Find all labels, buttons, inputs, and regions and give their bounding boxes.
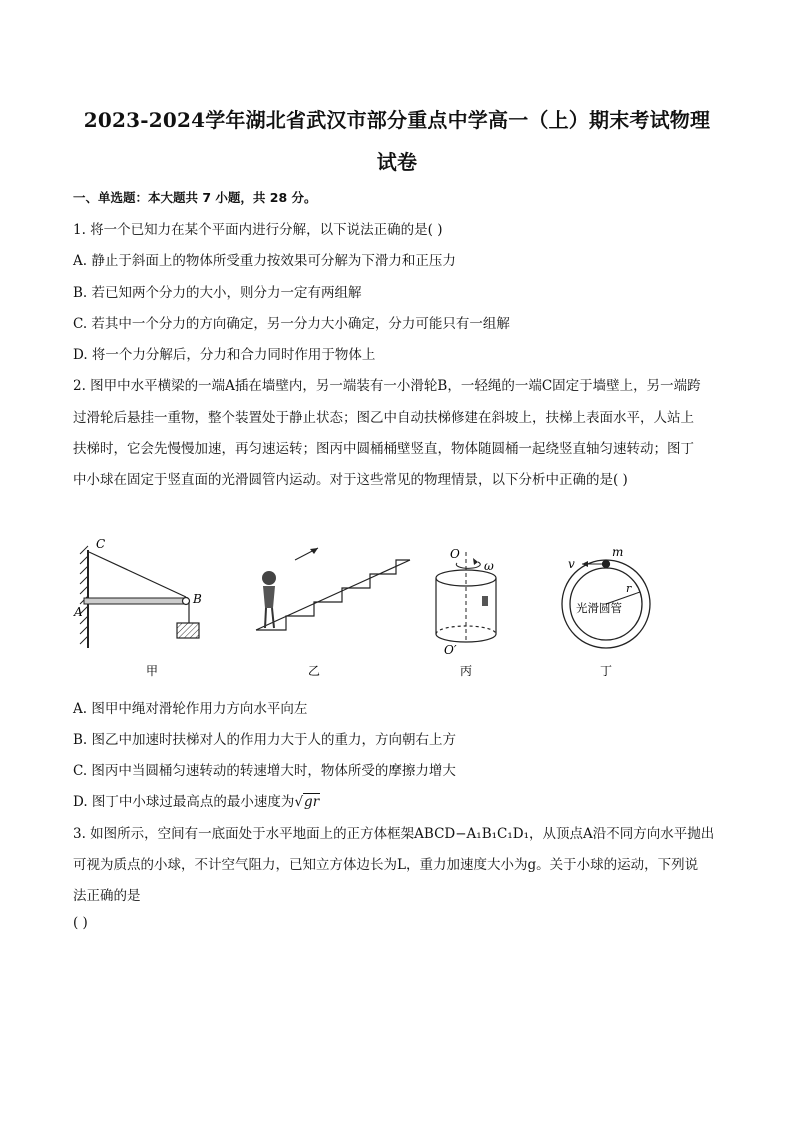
q2-stem-line3: 扶梯时，它会先慢慢加速，再匀速运转；图丙中圆桶桶壁竖直，物体随圆桶一起绕竖直轴匀速转动；图丁 — [73, 441, 694, 457]
figure-jia — [80, 546, 199, 648]
label-m: m — [612, 545, 624, 559]
q1-option-b: B. 若已知两个分力的大小，则分力一定有两组解 — [73, 285, 362, 301]
q3-stem-line1: 3. 如图所示，空间有一底面处于水平地面上的正方体框架ABCD−A₁B₁C₁D₁，从顶点A沿不同方向水平抛出 — [73, 826, 715, 842]
figure-yi — [256, 548, 410, 630]
sqrt-radicand: gr — [304, 794, 320, 810]
q2-option-b: B. 图乙中加速时扶梯对人的作用力大于人的重力，方向朝右上方 — [73, 732, 457, 748]
caption-ding: 丁 — [600, 664, 613, 678]
label-b: B — [193, 592, 202, 606]
q2-stem-line1: 2. 图甲中水平横梁的一端A插在墙壁内，另一端装有一小滑轮B，一轻绳的一端C固定于墙壁上，另一端跨 — [73, 378, 701, 394]
label-omega: ω — [484, 559, 494, 573]
q2-figures-svg — [60, 530, 740, 680]
section-heading: 一、单选题：本大题共 7 小题，共 28 分。 — [73, 190, 317, 205]
label-smooth-tube: 光滑圆管 — [576, 601, 622, 615]
label-r: r — [626, 582, 632, 595]
caption-jia: 甲 — [146, 664, 159, 678]
q1-option-c: C. 若其中一个分力的方向确定，另一分力大小确定，分力可能只有一组解 — [73, 316, 510, 332]
caption-bing: 丙 — [460, 664, 473, 678]
q2-stem-line2: 过滑轮后悬挂一重物，整个装置处于静止状态；图乙中自动扶梯修建在斜坡上，扶梯上表面水平，人站上 — [73, 410, 694, 426]
exam-title-line2: 试卷 — [376, 150, 418, 174]
caption-yi: 乙 — [308, 664, 321, 678]
q1-stem: 1. 将一个已知力在某个平面内进行分解，以下说法正确的是( ) — [73, 222, 443, 238]
q2-option-d-text: D. 图丁中小球过最高点的最小速度为 — [73, 794, 295, 810]
label-v: v — [568, 557, 575, 571]
label-o: O — [450, 547, 460, 561]
q2-option-a: A. 图甲中绳对滑轮作用力方向水平向左 — [73, 701, 308, 717]
q2-figures — [60, 530, 740, 680]
q2-stem-line4: 中小球在固定于竖直面的光滑圆管内运动。对于这些常见的物理情景，以下分析中正确的是( ) — [73, 472, 628, 488]
person-icon — [262, 571, 276, 628]
q2-option-d — [73, 790, 320, 810]
label-o-prime: O′ — [444, 643, 457, 657]
q1-option-a: A. 静止于斜面上的物体所受重力按效果可分解为下滑力和正压力 — [73, 253, 456, 269]
sqrt-symbol: √ — [294, 794, 304, 810]
exam-title-line1: 2023-2024学年湖北省武汉市部分重点中学高一（上）期末考试物理 — [83, 108, 711, 132]
q3-stem-line2: 可视为质点的小球，不计空气阻力，已知立方体边长为L，重力加速度大小为g。关于小球的运动，下列说 — [73, 857, 699, 873]
label-c: C — [96, 537, 106, 551]
q1-option-d: D. 将一个力分解后，分力和合力同时作用于物体上 — [73, 347, 376, 363]
q2-option-c: C. 图丙中当圆桶匀速转动的转速增大时，物体所受的摩擦力增大 — [73, 763, 456, 779]
q3-stem-line3: 法正确的是 — [73, 888, 141, 904]
q3-stem-line4: ( ) — [73, 915, 88, 931]
label-a: A — [74, 605, 83, 619]
